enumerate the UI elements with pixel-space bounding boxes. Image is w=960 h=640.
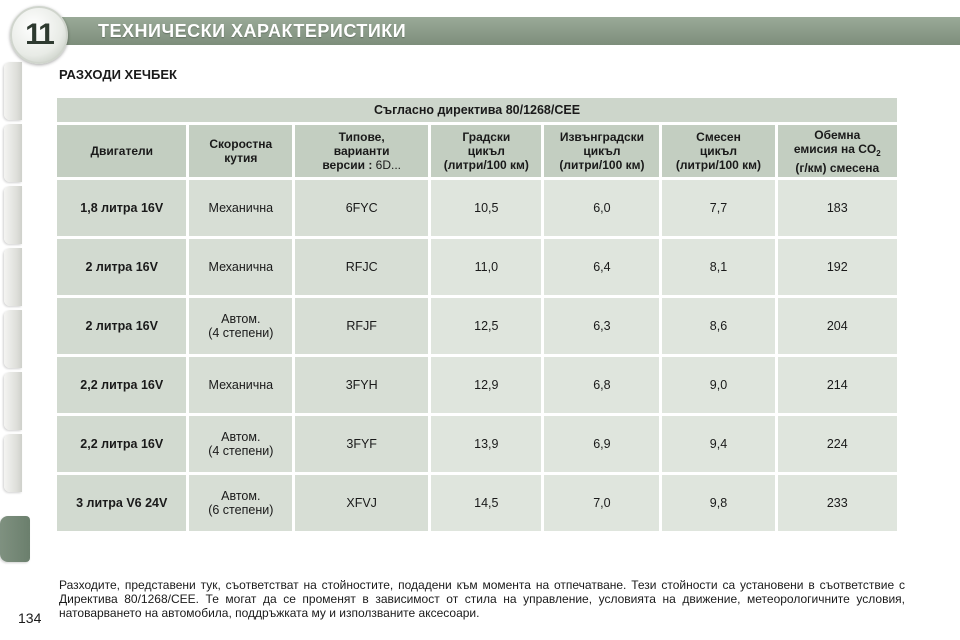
cell-gearbox: Механична — [189, 180, 292, 236]
chapter-tab[interactable] — [4, 186, 22, 244]
chapter-tab[interactable] — [4, 434, 22, 492]
col-header-gearbox: Скоростна кутия — [189, 125, 292, 177]
cell-gearbox: Механична — [189, 357, 292, 413]
cell-urban: 11,0 — [431, 239, 541, 295]
cell-variant: 3FYF — [295, 416, 428, 472]
table-row — [57, 298, 897, 354]
cell-extra-urban: 6,4 — [544, 239, 659, 295]
col-header-combined: Смесен цикъл (литри/100 км) — [662, 125, 774, 177]
cell-engine: 1,8 литра 16V — [57, 180, 186, 236]
chapter-tab-strip — [0, 60, 22, 580]
table-caption: Съгласно директива 80/1268/CEE — [57, 98, 897, 122]
chapter-tab[interactable] — [4, 310, 22, 368]
cell-gearbox: Автом. (4 степени) — [189, 298, 292, 354]
cell-co2: 183 — [778, 180, 897, 236]
table-row — [57, 416, 897, 472]
chapter-tab[interactable] — [4, 62, 22, 120]
cell-urban: 14,5 — [431, 475, 541, 531]
cell-combined: 8,1 — [662, 239, 774, 295]
cell-extra-urban: 6,9 — [544, 416, 659, 472]
table-row — [57, 475, 897, 531]
cell-engine: 2 литра 16V — [57, 298, 186, 354]
cell-co2: 204 — [778, 298, 897, 354]
cell-engine: 3 литра V6 24V — [57, 475, 186, 531]
cell-engine: 2,2 литра 16V — [57, 416, 186, 472]
col-header-urban: Градски цикъл (литри/100 км) — [431, 125, 541, 177]
table-row — [57, 180, 897, 236]
cell-variant: 6FYC — [295, 180, 428, 236]
col-header-extra-urban: Извънградски цикъл (литри/100 км) — [544, 125, 659, 177]
chapter-tab[interactable] — [4, 372, 22, 430]
cell-combined: 9,4 — [662, 416, 774, 472]
page-number: 134 — [18, 610, 42, 626]
col-header-variant: Типове, варианти версии : 6D... — [295, 125, 428, 177]
table-row — [57, 239, 897, 295]
chapter-tab[interactable] — [4, 124, 22, 182]
cell-engine: 2,2 литра 16V — [57, 357, 186, 413]
cell-extra-urban: 7,0 — [544, 475, 659, 531]
cell-urban: 12,5 — [431, 298, 541, 354]
chapter-tab-active[interactable] — [0, 516, 30, 562]
cell-co2: 224 — [778, 416, 897, 472]
cell-extra-urban: 6,3 — [544, 298, 659, 354]
cell-co2: 233 — [778, 475, 897, 531]
cell-gearbox: Автом. (6 степени) — [189, 475, 292, 531]
footnote-paragraph: Разходите, представени тук, съответстват на стойностите, подадени към момента на отпечатване. Тези стойности са установени в съответствие с Директива 80/1268/CEE. Те могат да се променят в зависимост от стила на управление, условията на движение, метеорологичните условия, натоварването на автомобила, поддръжката му и използваните аксесоари. — [59, 578, 905, 620]
cell-combined: 7,7 — [662, 180, 774, 236]
cell-combined: 8,6 — [662, 298, 774, 354]
cell-combined: 9,0 — [662, 357, 774, 413]
cell-extra-urban: 6,0 — [544, 180, 659, 236]
cell-gearbox: Автом. (4 степени) — [189, 416, 292, 472]
col-header-co2: Обемна емисия на $CO_2$ (г/км) смесена — [778, 125, 897, 177]
cell-variant: RFJC — [295, 239, 428, 295]
cell-combined: 9,8 — [662, 475, 774, 531]
cell-co2: 214 — [778, 357, 897, 413]
cell-co2: 192 — [778, 239, 897, 295]
page-title: ТЕХНИЧЕСКИ ХАРАКТЕРИСТИКИ — [98, 21, 407, 41]
cell-gearbox: Механична — [189, 239, 292, 295]
cell-engine: 2 литра 16V — [57, 239, 186, 295]
cell-urban: 10,5 — [431, 180, 541, 236]
cell-extra-urban: 6,8 — [544, 357, 659, 413]
table-row — [57, 357, 897, 413]
cell-urban: 13,9 — [431, 416, 541, 472]
chapter-tab[interactable] — [4, 248, 22, 306]
chapter-number-badge: 11 — [10, 6, 68, 64]
consumption-table — [54, 95, 900, 534]
col-header-engine: Двигатели — [57, 125, 186, 177]
cell-variant: 3FYH — [295, 357, 428, 413]
cell-variant: RFJF — [295, 298, 428, 354]
section-title: РАЗХОДИ ХЕЧБЕК — [59, 67, 177, 82]
cell-urban: 12,9 — [431, 357, 541, 413]
cell-variant: XFVJ — [295, 475, 428, 531]
